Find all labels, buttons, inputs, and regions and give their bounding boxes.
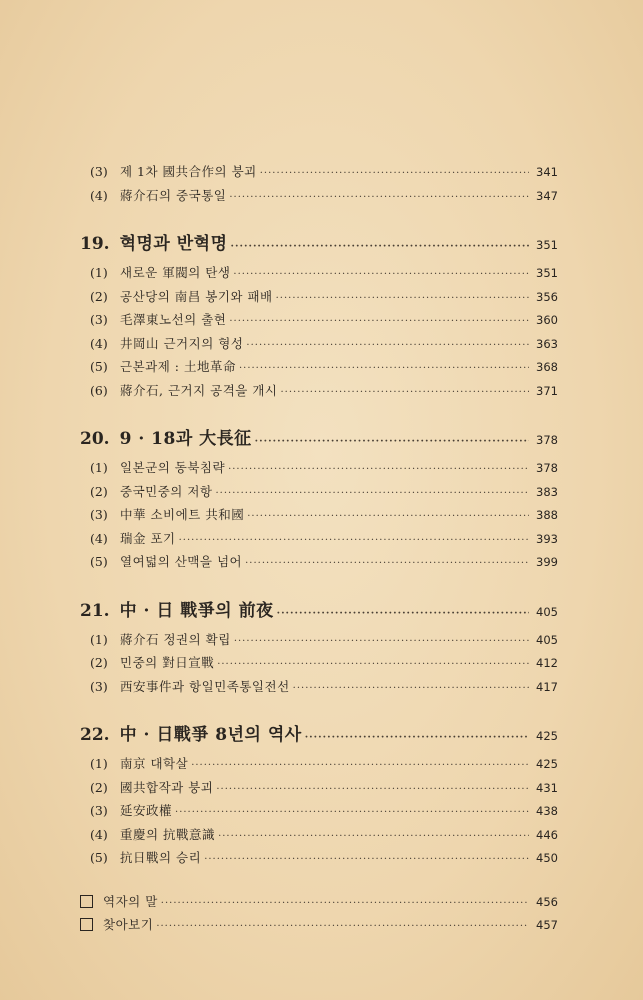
toc-entry[interactable]: [80, 799, 558, 823]
toc-entry[interactable]: [80, 846, 558, 870]
toc-entry[interactable]: [80, 160, 558, 184]
entry-number: (5): [90, 554, 108, 569]
entry-page: 405: [536, 632, 558, 647]
chapter-number: 22.: [80, 725, 110, 745]
entry-page: 360: [536, 313, 558, 327]
entry-page: 393: [536, 531, 558, 546]
toc-entry[interactable]: [80, 379, 558, 403]
dot-leader: [239, 357, 529, 381]
toc-entry[interactable]: [80, 651, 558, 675]
toc-entry[interactable]: [80, 752, 558, 776]
chapter-heading-19[interactable]: [80, 227, 558, 261]
entry-number: (1): [90, 460, 108, 475]
dot-leader: [216, 482, 530, 506]
spacer: [80, 207, 558, 227]
entry-number: (4): [90, 826, 108, 842]
dot-leader: [218, 825, 529, 849]
dot-leader: [305, 721, 529, 755]
entry-number: (4): [90, 530, 108, 546]
entry-page: 450: [536, 851, 558, 865]
entry-page: 378: [536, 461, 558, 475]
entry-page: 456: [536, 894, 558, 909]
toc-entry[interactable]: [80, 261, 558, 285]
entry-title: 抗日戰의 승리: [120, 850, 202, 865]
entry-number: (3): [90, 164, 108, 179]
table-of-contents: [80, 160, 558, 937]
dot-leader: [156, 915, 529, 939]
entry-title: 열여덟의 산맥을 넘어: [120, 554, 243, 569]
chapter-number: 21.: [80, 600, 110, 621]
dot-leader: [179, 529, 529, 553]
entry-page: 363: [536, 336, 558, 351]
chapter-title: 中 · 日戰爭 8년의 역사: [119, 725, 302, 745]
chapter-page: 425: [536, 729, 558, 743]
chapter-page: 351: [536, 238, 558, 252]
toc-entry[interactable]: [80, 527, 558, 551]
dot-leader: [247, 505, 529, 529]
dot-leader: [281, 381, 530, 405]
chapter-heading-20[interactable]: [80, 422, 558, 456]
dot-leader: [234, 630, 529, 654]
dot-leader: [276, 287, 529, 311]
toc-entry[interactable]: [80, 184, 558, 208]
entry-title: 延安政權: [120, 803, 173, 818]
toc-entry[interactable]: [80, 675, 558, 699]
dot-leader: [245, 552, 529, 576]
entry-page: 457: [536, 918, 558, 932]
spacer: [80, 402, 558, 422]
entry-page: 371: [536, 383, 558, 398]
dot-leader: [228, 458, 529, 482]
dot-leader: [260, 162, 529, 186]
entry-number: (2): [90, 779, 108, 795]
chapter-title: 9 · 18과 大長征: [119, 429, 252, 449]
entry-title: 근본과제 : 土地革命: [120, 359, 236, 374]
entry-title: 蔣介石 정권의 확립: [120, 631, 231, 647]
toc-entry[interactable]: [80, 776, 558, 800]
toc-entry[interactable]: [80, 332, 558, 356]
toc-entry[interactable]: [80, 823, 558, 847]
entry-number: (4): [90, 335, 108, 351]
dot-leader: [204, 848, 529, 872]
chapter-heading-21[interactable]: [80, 594, 558, 628]
dot-leader: [231, 230, 529, 264]
entry-number: (1): [90, 756, 108, 771]
dot-leader: [277, 597, 529, 631]
chapter-number: 20.: [80, 429, 110, 449]
dot-leader: [229, 310, 529, 334]
dot-leader: [191, 754, 529, 778]
chapter-title: 中 · 日 戰爭의 前夜: [119, 600, 274, 621]
toc-entry[interactable]: [80, 355, 558, 379]
chapter-heading-22[interactable]: [80, 718, 558, 752]
dot-leader: [255, 425, 529, 459]
entry-title: 重慶의 抗戰意識: [120, 826, 216, 842]
entry-page: 383: [536, 484, 558, 499]
dot-leader: [233, 263, 529, 287]
entry-number: (5): [90, 359, 108, 374]
entry-title: 민중의 對日宣戰: [120, 655, 215, 670]
entry-title: 井岡山 근거지의 형성: [120, 335, 244, 351]
entry-page: 412: [536, 656, 558, 670]
entry-number: (3): [90, 312, 108, 327]
spacer: [80, 698, 558, 718]
toc-entry[interactable]: [80, 550, 558, 574]
appendix-entry[interactable]: [80, 890, 558, 914]
dot-leader: [175, 801, 529, 825]
entry-number: (2): [90, 655, 108, 670]
entry-page: 351: [536, 266, 558, 280]
entry-page: 399: [536, 555, 558, 569]
entry-number: (3): [90, 678, 108, 694]
entry-title: 西安事件과 항일민족통일전선: [120, 678, 290, 694]
entry-page: 431: [536, 780, 558, 795]
dot-leader: [216, 778, 529, 802]
entry-page: 446: [536, 827, 558, 842]
entry-page: 347: [536, 188, 558, 203]
entry-number: (4): [90, 187, 108, 203]
chapter-number: 19.: [80, 234, 110, 254]
dot-leader: [229, 186, 529, 210]
spacer: [80, 870, 558, 890]
toc-entry[interactable]: [80, 456, 558, 480]
entry-number: (5): [90, 850, 108, 865]
dot-leader: [293, 677, 529, 701]
entry-title: 제 1차 國共合作의 붕괴: [120, 164, 257, 179]
entry-title: 中華 소비에트 共和國: [120, 507, 245, 522]
entry-title: 國共합작과 붕괴: [120, 779, 214, 795]
toc-entry[interactable]: [80, 308, 558, 332]
entry-number: (6): [90, 382, 108, 398]
entry-title: 찾아보기: [103, 917, 154, 932]
entry-number: (3): [90, 803, 108, 818]
entry-number: (1): [90, 631, 108, 647]
toc-entry[interactable]: [80, 285, 558, 309]
entry-page: 368: [536, 360, 558, 374]
entry-title: 역자의 말: [103, 893, 158, 909]
entry-title: 南京 대학살: [120, 756, 189, 771]
entry-number: (2): [90, 288, 108, 304]
dot-leader: [246, 334, 529, 358]
toc-entry[interactable]: [80, 628, 558, 652]
entry-page: 417: [536, 679, 558, 694]
entry-number: (1): [90, 265, 108, 280]
entry-page: 425: [536, 757, 558, 771]
entry-page: 341: [536, 165, 558, 179]
entry-title: 새로운 軍閥의 탄생: [120, 265, 231, 280]
chapter-page: 405: [536, 604, 558, 619]
chapter-title: 혁명과 반혁명: [119, 234, 228, 254]
entry-title: 공산당의 南昌 봉기와 패배: [120, 288, 273, 304]
entry-title: 중국민중의 저항: [120, 483, 213, 499]
square-box-icon: [80, 895, 93, 908]
entry-title: 蔣介石의 중국통일: [120, 187, 227, 203]
entry-page: 388: [536, 508, 558, 522]
entry-number: (3): [90, 507, 108, 522]
entry-title: 毛澤東노선의 출현: [120, 312, 227, 327]
toc-entry[interactable]: [80, 480, 558, 504]
entry-title: 일본군의 동북침략: [120, 460, 226, 475]
dot-leader: [217, 653, 529, 677]
spacer: [80, 574, 558, 594]
appendix-entry[interactable]: [80, 913, 558, 937]
dot-leader: [161, 892, 529, 916]
toc-entry[interactable]: [80, 503, 558, 527]
entry-page: 356: [536, 289, 558, 304]
entry-page: 438: [536, 804, 558, 818]
entry-number: (2): [90, 483, 108, 499]
entry-title: 蔣介石, 근거지 공격을 개시: [120, 382, 278, 398]
chapter-page: 378: [536, 433, 558, 447]
entry-title: 瑞金 포기: [120, 530, 176, 546]
square-box-icon: [80, 918, 93, 931]
